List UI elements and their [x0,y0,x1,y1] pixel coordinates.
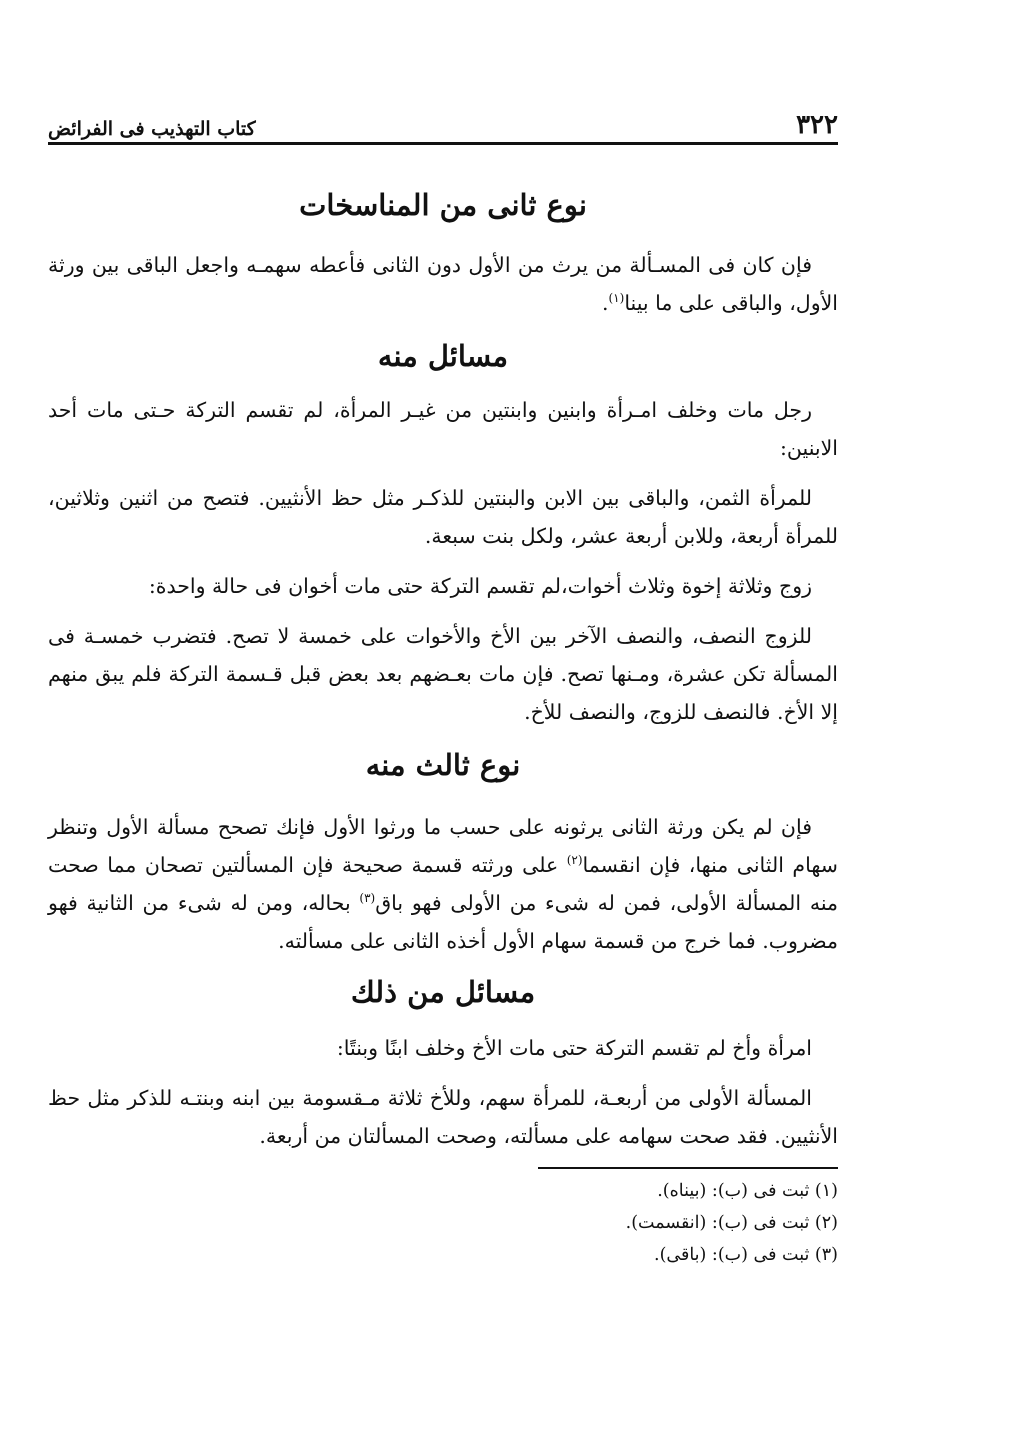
paragraph: زوج وثلاثة إخوة وثلاث أخوات،لم تقسم التركة حتى مات أخوان فى حالة واحدة: [148,574,812,598]
paragraph: للزوج النصف، والنصف الآخر بين الأخ والأخوات على خمسة لا تصح. فتضرب خمسـة فى المسألة تكن عشرة، ومـنها تصح. فإن مات بعـضهم بعد بعض قبل قـسمة التركة فلم يبق منهم إلا الأخ. فالنصف للزوج، والنصف للأخ. [48,624,838,724]
footnotes [48,1175,838,1271]
paragraph [48,246,838,322]
section-heading: نوع ثالث منه [365,748,521,782]
book-page [48,96,838,1271]
footnote-ref: (٣) [359,891,376,906]
paragraph-text: على ورثته قسمة صحيحة فإن المسألتين تصحان مما صحت منه المسألة الأولى، فمن له شىء من الأولى فهو باق [48,853,838,915]
book-title: كتاب التهذيب فى الفرائض [48,118,256,140]
paragraph-text: فإن لم يكن ورثة الثانى يرثونه على حسب ما ورثوا الأول فإنك تصحح مسألة الأول وتنظر سهام الثانى منها، فإن انقسما [48,815,838,877]
footnote-divider [538,1167,838,1169]
paragraph-text: فإن كان فى المسـألة من يرث من الأول دون الثانى فأعطه سهمـه واجعل الباقى بين ورثة الأول، والباقى على ما بينا [48,253,838,315]
footnote: (٢) ثبت فى (ب): (انقسمت). [625,1213,838,1233]
paragraph: رجل مات وخلف امـرأة وابنين وابنتين من غيـر المرأة، لم تقسم التركة حـتى مات أحد الابنين: [48,398,838,460]
page-number: ٣٢٢ [796,110,838,140]
footnote-ref: (١) [608,291,625,306]
section-heading: نوع ثانى من المناسخات [299,188,587,222]
section-heading: مسائل منه [377,339,509,373]
footnote: (٣) ثبت فى (ب): (باقى). [654,1245,838,1265]
footnote-ref: (٢) [566,853,583,868]
paragraph: امرأة وأخ لم تقسم التركة حتى مات الأخ وخلف ابنًا وبنتًا: [336,1036,812,1060]
running-header [48,96,838,145]
paragraph-text: بحاله، ومن له شىء من الثانية فهو مضروب. فما خرج من قسمة سهام الأول أخذه الثانى على مسألته. [48,891,838,953]
paragraph: للمرأة الثمن، والباقى بين الابن والبنتين للذكـر مثل حظ الأنثيين. فتصح من اثنين وثلاثين، للمرأة أربعة، وللابن أربعة عشر، ولكل بنت سبعة. [48,486,838,548]
paragraph: المسألة الأولى من أربعـة، للمرأة سهم، وللأخ ثلاثة مـقسومة بين ابنه وبنتـه للذكر مثل حظ الأنثيين. فقد صحت سهامه على مسألته، وصحت المسألتان من أربعة. [48,1086,838,1148]
footnote: (١) ثبت فى (ب): (بيناه). [657,1181,838,1201]
section-heading: مسائل من ذلك [350,975,536,1009]
paragraph [48,808,838,960]
paragraph-text: . [601,291,609,315]
